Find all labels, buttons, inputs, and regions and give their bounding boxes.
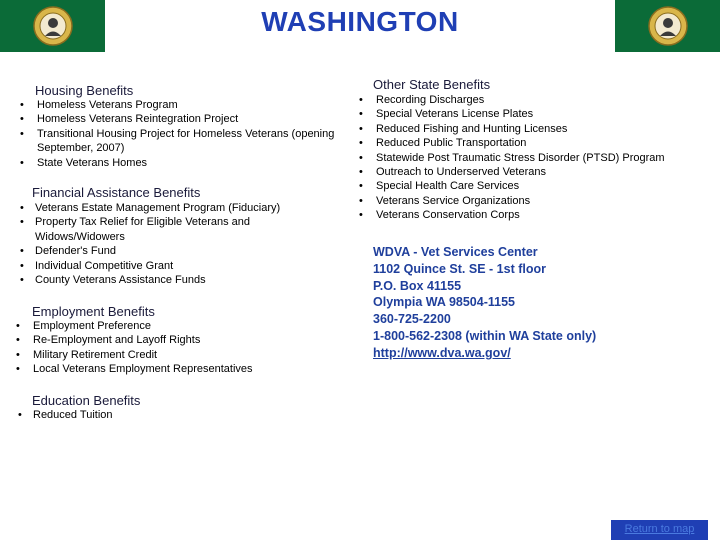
list-item: • Reduced Tuition [18,408,218,422]
financial-heading: Financial Assistance Benefits [32,185,201,200]
contact-city: Olympia WA 98504-1155 [373,295,515,310]
list-item: • Re-Employment and Layoff Rights [16,333,316,347]
employment-list [16,319,316,377]
list-item: • State Veterans Homes [20,156,340,170]
list-item: • Veterans Estate Management Program (Fiduciary) [20,201,320,215]
list-item: • Veterans Conservation Corps [359,208,714,222]
education-list [18,408,218,422]
list-item: • Statewide Post Traumatic Stress Disorder (PTSD) Program [359,151,714,165]
list-item: • Transitional Housing Project for Homeless Veterans (opening September, 2007) [20,127,340,156]
contact-tollfree: 1-800-562-2308 (within WA State only) [373,328,597,343]
housing-heading: Housing Benefits [35,83,134,98]
contact-name: WDVA - Vet Services Center [373,245,538,259]
housing-list [20,98,340,170]
other-heading: Other State Benefits [373,77,491,92]
list-item: • Special Health Care Services [359,179,714,193]
list-item: • Veterans Service Organizations [359,194,714,208]
return-to-map-button[interactable]: Return to map [611,520,708,540]
list-item: • Employment Preference [16,319,316,333]
contact-phone: 360-725-2200 [373,312,451,327]
list-item: • Military Retirement Credit [16,348,316,362]
page-title: WASHINGTON [261,6,459,37]
list-item: • Homeless Veterans Reintegration Project [20,112,340,126]
list-item: • Individual Competitive Grant [20,259,320,273]
other-list [359,93,714,223]
list-item: • Reduced Public Transportation [359,136,714,150]
financial-list [20,201,320,287]
list-item: • Defender's Fund [20,244,320,258]
list-item: • Recording Discharges [359,93,714,107]
list-item: • Special Veterans License Plates [359,107,714,121]
contact-url-link[interactable]: http://www.dva.wa.gov/ [373,345,511,360]
contact-block [373,244,596,362]
education-heading: Education Benefits [32,393,141,408]
list-item: • Reduced Fishing and Hunting Licenses [359,122,714,136]
list-item: • Homeless Veterans Program [20,98,340,112]
list-item: • Local Veterans Employment Representatives [16,362,316,376]
contact-street: 1102 Quince St. SE - 1st floor [373,261,546,276]
list-item: • County Veterans Assistance Funds [20,273,320,287]
list-item: • Property Tax Relief for Eligible Veterans and Widows/Widowers [20,215,320,244]
employment-heading: Employment Benefits [32,304,155,319]
contact-pobox: P.O. Box 41155 [373,278,462,293]
list-item: • Outreach to Underserved Veterans [359,165,714,179]
